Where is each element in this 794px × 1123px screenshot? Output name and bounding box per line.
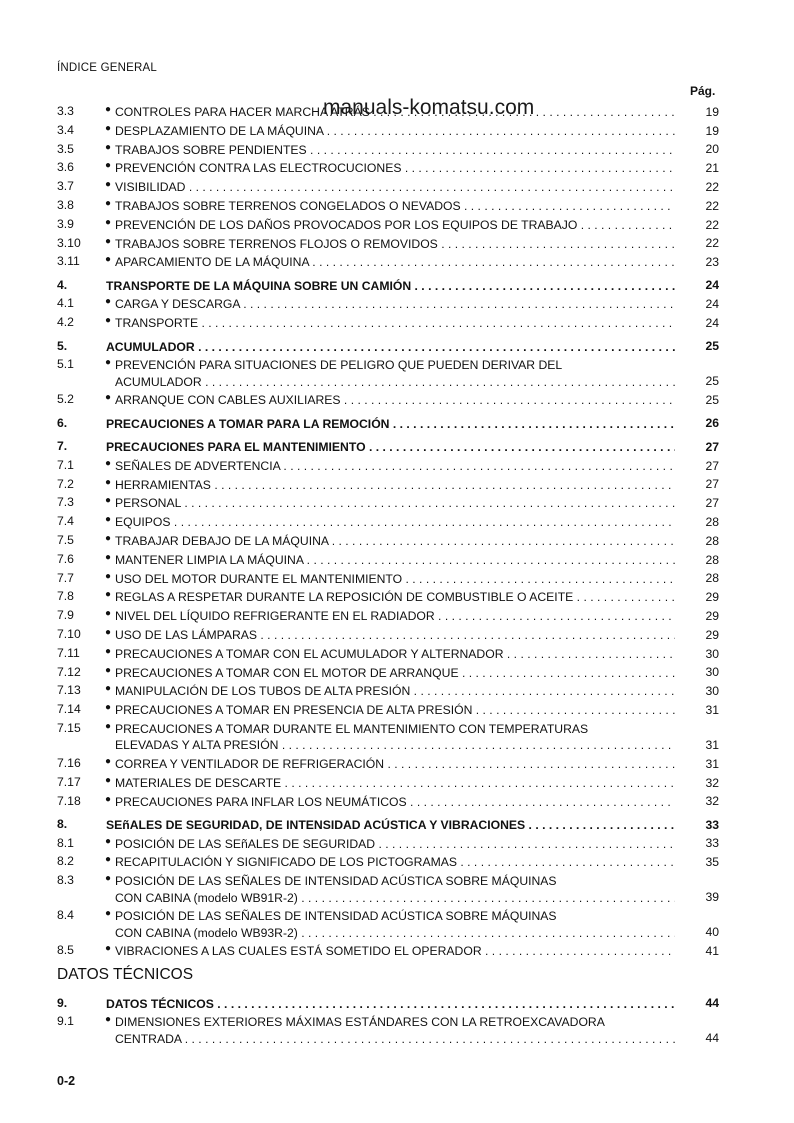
- toc-entry-title: [115, 756, 675, 772]
- toc-entry: [57, 663, 719, 682]
- toc-entry-line: TRANSPORTE DE LA MÁQUINA SOBRE UN CAMIÓN . . .: [106, 278, 675, 294]
- toc-entry-page: 33: [705, 836, 719, 851]
- toc-entry: [57, 276, 719, 295]
- toc-entry-title: [115, 123, 675, 139]
- toc-entry-number: 3.3: [57, 104, 74, 118]
- toc-entry-line: CARGA Y DESCARGA . . .: [115, 296, 675, 312]
- bullet-icon: ●: [105, 835, 112, 847]
- bullet-icon: ●: [105, 104, 112, 115]
- toc-entry-line: PERSONAL . . .: [115, 495, 675, 511]
- toc-entry-page: 27: [705, 439, 719, 454]
- toc-entry: [57, 587, 719, 606]
- bullet-icon: ●: [105, 514, 112, 526]
- toc-entry-line: CONTROLES PARA HACER MARCHA ATRÁS . . .: [115, 104, 675, 120]
- toc-entry-number: 7.16: [57, 755, 81, 770]
- toc-entry-page: 30: [705, 646, 719, 661]
- toc-entry-page: 28: [705, 533, 719, 548]
- bullet-icon: ●: [105, 141, 112, 153]
- toc-entry-title: [115, 836, 675, 852]
- toc-entry: [57, 475, 719, 494]
- bullet-icon: ●: [105, 664, 112, 676]
- toc-entry-number: 7.7: [57, 570, 74, 585]
- watermark: manuals-komatsu.com: [323, 96, 535, 119]
- toc-entry-number: 4.: [57, 277, 68, 292]
- toc-entry-line: SEñALES DE SEGURIDAD, DE INTENSIDAD ACÚSTICA Y VIBRACIONES . . .: [106, 817, 675, 833]
- toc-entry-title: [115, 477, 675, 493]
- toc-entry: [57, 140, 719, 159]
- toc-entry: [57, 871, 719, 906]
- toc-entry-line: CON CABINA (modelo WB91R-2) . . .: [115, 890, 675, 906]
- toc-entry-line: ARRANQUE CON CABLES AUXILIARES . . .: [115, 392, 675, 408]
- toc-entry-line: POSICIÓN DE LAS SEÑALES DE INTENSIDAD ACÚSTICA SOBRE MÁQUINAS: [115, 909, 557, 924]
- bullet-icon: ●: [105, 315, 112, 327]
- toc-entry-page: 24: [705, 297, 719, 312]
- toc-entry-page: 22: [705, 217, 719, 232]
- toc-entry-title: [115, 854, 675, 870]
- toc-entry: [57, 625, 719, 644]
- toc-entry: [57, 215, 719, 234]
- toc-entry-line: CENTRADA . . .: [115, 1031, 675, 1047]
- toc-entry-number: 3.11: [57, 254, 80, 269]
- toc-entry-number: 7.2: [57, 476, 74, 491]
- toc-entry-line: CORREA Y VENTILADOR DE REFRIGERACIÓN . . .: [115, 756, 675, 772]
- bullet-icon: ●: [105, 908, 112, 920]
- toc-entry: [57, 569, 719, 588]
- toc-entry-number: 8.2: [57, 854, 74, 869]
- bullet-icon: ●: [105, 392, 112, 404]
- toc-entry-title: [106, 339, 675, 355]
- toc-entry-number: 7.15: [57, 720, 81, 735]
- toc-entry-line: PRECAUCIONES A TOMAR CON EL MOTOR DE ARRANQUE . . .: [115, 665, 675, 681]
- bullet-icon: ●: [105, 357, 112, 369]
- bullet-icon: ●: [105, 254, 112, 266]
- toc-entry: [57, 493, 719, 512]
- bullet-icon: ●: [105, 235, 112, 247]
- toc-entry-number: 8.4: [57, 908, 74, 923]
- toc-entry-page: 31: [705, 702, 719, 717]
- toc-entry-page: 26: [705, 416, 719, 431]
- toc-entry: [57, 834, 719, 853]
- toc-entry: [57, 355, 719, 390]
- bullet-icon: ●: [105, 854, 112, 866]
- toc-entry-title: [115, 608, 675, 624]
- toc-entry-number: 7.13: [57, 683, 81, 698]
- bullet-icon: ●: [105, 551, 112, 563]
- toc-entry-page: 28: [705, 571, 719, 586]
- toc-entry: [57, 1012, 719, 1047]
- toc-entry-number: 7.17: [57, 774, 81, 789]
- toc-entry-line: PRECAUCIONES A TOMAR DURANTE EL MANTENIMIENTO CON TEMPERATURAS: [115, 721, 589, 736]
- toc-entry-page: 30: [705, 684, 719, 699]
- toc-entry-title: [106, 817, 675, 833]
- toc-entry-line: PRECAUCIONES A TOMAR PARA LA REMOCIÓN . . .: [106, 416, 675, 432]
- bullet-icon: ●: [105, 755, 112, 767]
- bullet-icon: ●: [105, 626, 112, 638]
- toc-entry-number: 7.3: [57, 495, 74, 510]
- toc-entry: [57, 906, 719, 941]
- toc-entry-title: [115, 908, 675, 941]
- toc-entry-number: 7.18: [57, 793, 81, 808]
- bullet-icon: ●: [105, 720, 112, 732]
- toc-entry: [57, 456, 719, 475]
- toc-entry-title: [115, 392, 675, 408]
- toc-entry-line: PREVENCIÓN PARA SITUACIONES DE PELIGRO QUE PUEDEN DERIVAR DEL: [115, 358, 563, 373]
- toc-entry-page: 29: [705, 608, 719, 623]
- toc-entry-line: TRABAJOS SOBRE TERRENOS FLOJOS O REMOVIDOS . . .: [115, 236, 675, 252]
- toc-entry-page: 24: [705, 278, 719, 293]
- toc-entry-number: 7.6: [57, 551, 74, 566]
- toc-entry-page: 31: [705, 737, 719, 752]
- toc-entry-line: APARCAMIENTO DE LA MÁQUINA . . .: [115, 254, 675, 270]
- toc-entry-title: [106, 278, 675, 294]
- toc-entry: [57, 177, 719, 196]
- toc-entry-line: NIVEL DEL LÍQUIDO REFRIGERANTE EN EL RADIADOR . . .: [115, 608, 675, 624]
- toc-entry-line: DESPLAZAMIENTO DE LA MÁQUINA . . .: [115, 123, 675, 139]
- toc-entry-page: 35: [705, 855, 719, 870]
- page-column-header: Pág.: [690, 84, 716, 98]
- bullet-icon: ●: [105, 873, 112, 885]
- bullet-icon: ●: [105, 645, 112, 657]
- toc-entry-line: RECAPITULACIÓN Y SIGNIFICADO DE LOS PICTOGRAMAS . . .: [115, 854, 675, 870]
- bullet-icon: ●: [105, 160, 112, 172]
- toc-entry-page: 22: [705, 179, 719, 194]
- toc-entry-page: 27: [705, 496, 719, 511]
- toc-entry: [57, 196, 719, 215]
- toc-entry-title: [115, 142, 675, 158]
- bullet-icon: ●: [105, 296, 112, 308]
- toc-entry-title: [115, 627, 675, 643]
- toc-entry-line: VISIBILIDAD . . .: [115, 179, 675, 195]
- toc-entry-number: 9.: [57, 995, 68, 1010]
- toc-entry-page: 21: [705, 161, 719, 176]
- toc-entry: [57, 437, 719, 456]
- toc-entry-number: 4.1: [57, 296, 74, 311]
- toc-entry-number: 5.: [57, 338, 68, 353]
- bullet-icon: ●: [105, 1014, 112, 1026]
- toc-entry: [57, 815, 719, 834]
- toc-entry: [57, 700, 719, 719]
- toc-entry: [57, 550, 719, 569]
- toc-entry-line: PREVENCIÓN CONTRA LAS ELECTROCUCIONES . . .: [115, 160, 675, 176]
- toc-entry-number: 7.14: [57, 702, 81, 717]
- toc-entry-page: 40: [705, 925, 719, 940]
- toc-entry-page: 33: [705, 817, 719, 832]
- toc-entry-title: [115, 1014, 675, 1047]
- toc-entry-title: [115, 552, 675, 568]
- toc-entry-page: 25: [705, 374, 719, 389]
- toc-entry-title: [115, 160, 675, 176]
- toc-entry-title: [115, 315, 675, 331]
- toc-entry-number: 7.5: [57, 532, 74, 547]
- toc-entry-line: PRECAUCIONES PARA INFLAR LOS NEUMÁTICOS . . .: [115, 794, 675, 810]
- toc-entry: [57, 994, 719, 1013]
- toc-entry-page: 32: [705, 775, 719, 790]
- toc-entry: [57, 512, 719, 531]
- toc-entry: [57, 681, 719, 700]
- toc-entry-line: ACUMULADOR . . .: [115, 374, 675, 390]
- toc-entry: [57, 390, 719, 409]
- bullet-icon: ●: [105, 495, 112, 507]
- toc-entry-number: 7.10: [57, 626, 81, 641]
- toc-entry-line: MATERIALES DE DESCARTE . . .: [115, 775, 675, 791]
- toc-entry-page: 39: [705, 890, 719, 905]
- toc-list: [57, 102, 719, 960]
- bullet-icon: ●: [105, 943, 112, 955]
- toc-entry-line: VIBRACIONES A LAS CUALES ESTÁ SOMETIDO EL OPERADOR . . .: [115, 943, 675, 959]
- toc-entry-title: [115, 683, 675, 699]
- toc-entry-page: 32: [705, 794, 719, 809]
- toc-entry-number: 5.2: [57, 392, 74, 407]
- bullet-icon: ●: [105, 197, 112, 209]
- toc-entry-page: 19: [705, 104, 719, 119]
- toc-entry-page: 27: [705, 458, 719, 473]
- toc-entry-line: DATOS TÉCNICOS . . .: [106, 996, 675, 1012]
- toc-entry-line: DIMENSIONES EXTERIORES MÁXIMAS ESTÁNDARES CON LA RETROEXCAVADORA: [115, 1015, 605, 1030]
- toc-entry-line: PRECAUCIONES PARA EL MANTENIMIENTO . . .: [106, 439, 675, 455]
- toc-entry-line: PRECAUCIONES A TOMAR EN PRESENCIA DE ALTA PRESIÓN . . .: [115, 702, 675, 718]
- toc-entry-number: 7.: [57, 438, 68, 453]
- toc-entry: [57, 313, 719, 332]
- toc-entry-number: 4.2: [57, 315, 74, 330]
- toc-entry-title: [115, 217, 675, 233]
- toc-entry-line: ELEVADAS Y ALTA PRESIÓN . . .: [115, 737, 675, 753]
- toc-entry-page: 28: [705, 514, 719, 529]
- toc-entry-line: TRANSPORTE . . .: [115, 315, 675, 331]
- toc-entry: [57, 719, 719, 754]
- toc-entry-line: HERRAMIENTAS . . .: [115, 477, 675, 493]
- toc-entry-title: [115, 357, 675, 390]
- toc-entry-line: POSICIÓN DE LAS SEÑALES DE INTENSIDAD ACÚSTICA SOBRE MÁQUINAS: [115, 874, 557, 889]
- toc-entry-line: PRECAUCIONES A TOMAR CON EL ACUMULADOR Y ALTERNADOR . . .: [115, 646, 675, 662]
- toc-entry-page: 22: [705, 198, 719, 213]
- toc-entry-page: 25: [705, 339, 719, 354]
- toc-entry-title: [115, 495, 675, 511]
- toc-entry: [57, 941, 719, 960]
- toc-entry-line: TRABAJAR DEBAJO DE LA MÁQUINA . . .: [115, 533, 675, 549]
- bullet-icon: ●: [105, 179, 112, 191]
- page-header: ÍNDICE GENERAL: [57, 62, 157, 74]
- bullet-icon: ●: [105, 702, 112, 714]
- toc-entry-title: [115, 589, 675, 605]
- toc-entry-number: 3.8: [57, 197, 74, 212]
- toc-entry-line: SEÑALES DE ADVERTENCIA . . .: [115, 458, 675, 474]
- bullet-icon: ●: [105, 608, 112, 620]
- toc-entry-page: 41: [705, 943, 719, 958]
- section-title: DATOS TÉCNICOS: [57, 966, 194, 983]
- bullet-icon: ●: [105, 589, 112, 601]
- toc-entry-number: 8.5: [57, 943, 74, 958]
- toc-entry-number: 7.12: [57, 664, 81, 679]
- bullet-icon: ●: [105, 793, 112, 805]
- toc-entry-number: 8.3: [57, 873, 74, 888]
- toc-entry: [57, 414, 719, 433]
- toc-entry-number: 9.1: [57, 1014, 74, 1029]
- toc-entry-line: EQUIPOS . . .: [115, 514, 675, 530]
- toc-entry-title: [115, 873, 675, 906]
- toc-entry-title: [115, 571, 675, 587]
- toc-entry-line: TRABAJOS SOBRE PENDIENTES . . .: [115, 142, 675, 158]
- toc-entry: [57, 337, 719, 356]
- toc-entry-line: CON CABINA (modelo WB93R-2) . . .: [115, 925, 675, 941]
- bullet-icon: ●: [105, 532, 112, 544]
- bullet-icon: ●: [105, 216, 112, 228]
- toc-entry-page: 29: [705, 590, 719, 605]
- toc-entry-number: 7.1: [57, 457, 74, 472]
- toc-entry: [57, 792, 719, 811]
- toc-entry-title: [115, 775, 675, 791]
- toc-entry-page: 28: [705, 552, 719, 567]
- toc-entry: [57, 531, 719, 550]
- toc-entry-title: [115, 794, 675, 810]
- toc-entry-title: [115, 254, 675, 270]
- toc-entry-page: 27: [705, 477, 719, 492]
- toc-entry-number: 3.6: [57, 160, 74, 175]
- toc-entry-title: [106, 996, 675, 1012]
- toc-entry-title: [115, 236, 675, 252]
- toc-entry-line: USO DEL MOTOR DURANTE EL MANTENIMIENTO . . .: [115, 571, 675, 587]
- toc-entry-title: [115, 665, 675, 681]
- toc-entry-line: PREVENCIÓN DE LOS DAÑOS PROVOCADOS POR LOS EQUIPOS DE TRABAJO . . .: [115, 217, 675, 233]
- toc-entry-title: [115, 721, 675, 754]
- toc-entry-number: 3.9: [57, 216, 74, 231]
- page-number: 0-2: [57, 1074, 76, 1088]
- toc-entry-page: 20: [705, 142, 719, 157]
- bullet-icon: ●: [105, 570, 112, 582]
- toc-entry-page: 30: [705, 665, 719, 680]
- bullet-icon: ●: [105, 774, 112, 786]
- toc-entry-page: 23: [705, 255, 719, 270]
- toc-entry-number: 3.5: [57, 141, 74, 156]
- toc-entry-number: 8.: [57, 816, 68, 831]
- toc-entry-number: 7.4: [57, 514, 74, 529]
- toc-entry-line: POSICIÓN DE LAS SEñALES DE SEGURIDAD . . .: [115, 836, 675, 852]
- bullet-icon: ●: [105, 122, 112, 134]
- toc-entry-number: 5.1: [57, 357, 74, 372]
- toc-entry-page: 22: [705, 236, 719, 251]
- toc-entry-page: 31: [705, 756, 719, 771]
- toc-entry: [57, 234, 719, 253]
- toc-entry-title: [115, 533, 675, 549]
- bullet-icon: ●: [105, 683, 112, 695]
- toc-entry-line: ACUMULADOR . . .: [106, 339, 675, 355]
- toc-entry-number: 6.: [57, 415, 68, 430]
- toc-entry: [57, 644, 719, 663]
- toc-entry-page: 19: [705, 123, 719, 138]
- toc-entry-line: TRABAJOS SOBRE TERRENOS CONGELADOS O NEVADOS . . .: [115, 198, 675, 214]
- toc-entry: [57, 294, 719, 313]
- toc-entry-page: 24: [705, 316, 719, 331]
- toc-entry-number: 7.9: [57, 608, 74, 623]
- toc-entry-title: [115, 198, 675, 214]
- toc-list-technical: [57, 989, 719, 1047]
- toc-entry: [57, 121, 719, 140]
- toc-entry-number: 3.4: [57, 122, 74, 137]
- toc-entry: [57, 252, 719, 271]
- toc-entry-number: 3.7: [57, 179, 74, 194]
- toc-entry-number: 7.8: [57, 589, 74, 604]
- toc-entry-title: [115, 646, 675, 662]
- toc-entry-title: [115, 179, 675, 195]
- toc-entry: [57, 606, 719, 625]
- toc-entry-page: 44: [705, 996, 719, 1011]
- bullet-icon: ●: [105, 476, 112, 488]
- toc-entry-line: REGLAS A RESPETAR DURANTE LA REPOSICIÓN DE COMBUSTIBLE O ACEITE . . .: [115, 589, 675, 605]
- toc-entry-title: [115, 296, 675, 312]
- toc-entry-title: [115, 702, 675, 718]
- toc-entry: [57, 754, 719, 773]
- bullet-icon: ●: [105, 457, 112, 469]
- toc-entry-line: USO DE LAS LÁMPARAS . . .: [115, 627, 675, 643]
- toc-entry: [57, 852, 719, 871]
- toc-entry-title: [106, 416, 675, 432]
- toc-entry-page: 44: [705, 1031, 719, 1046]
- toc-entry-title: [115, 514, 675, 530]
- toc-entry-page: 25: [705, 393, 719, 408]
- toc-entry-title: [106, 439, 675, 455]
- toc-entry-line: MANIPULACIÓN DE LOS TUBOS DE ALTA PRESIÓN . . .: [115, 683, 675, 699]
- toc-entry: [57, 773, 719, 792]
- toc-entry-page: 29: [705, 627, 719, 642]
- toc-entry-line: MANTENER LIMPIA LA MÁQUINA . . .: [115, 552, 675, 568]
- toc-entry-number: 7.11: [57, 645, 80, 660]
- toc-entry-number: 8.1: [57, 835, 74, 850]
- toc-entry-title: [115, 943, 675, 959]
- toc-entry-number: 3.10: [57, 235, 81, 250]
- toc-entry: [57, 158, 719, 177]
- toc-entry-title: [115, 458, 675, 474]
